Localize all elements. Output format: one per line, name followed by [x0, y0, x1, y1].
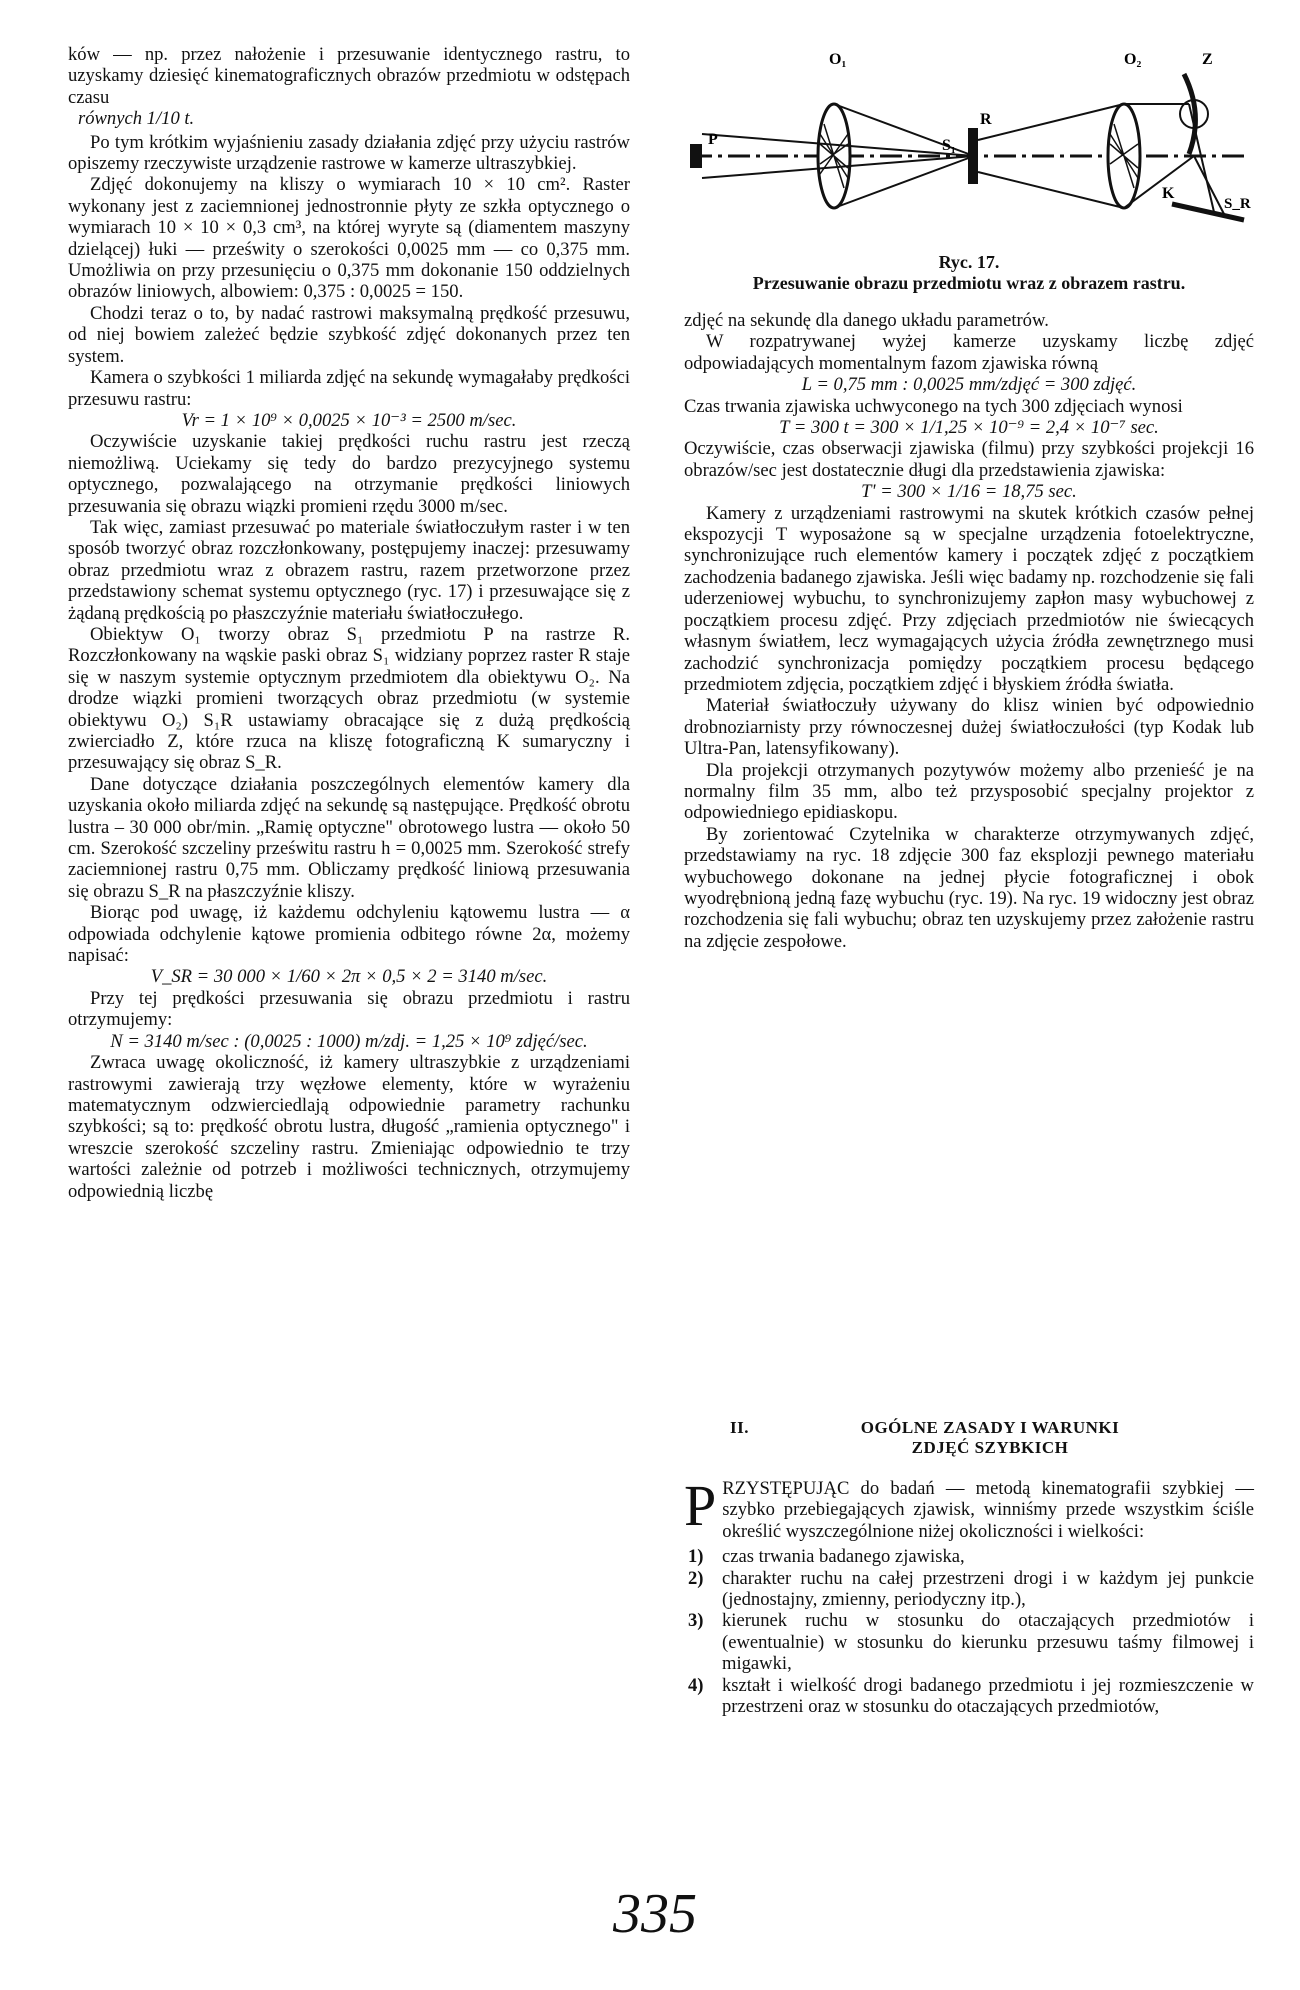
drop-cap: P [684, 1473, 717, 1538]
equation: V_SR = 30 000 × 1/60 × 2π × 0,5 × 2 = 3140 m/sec. [150, 966, 548, 988]
section-title-line2: ZDJĘĆ SZYBKICH [911, 1438, 1069, 1457]
paragraph: Kamery z urządzeniami rastrowymi na skutek krótkich czasów pełnej ekspozycji T wyposażone są w specjalne urządzenia fotoelektryczne, synchronizujące ruch elementów kamery i początek zdjęć z początkiem zachodzenia badanego zjawiska. Jeśli więc badamy np. rozchodzenie się fali uderzeniowej wybuchu, to synchronizujemy zapłon masy wybuchowej z początkiem procesu zdjęć. Przy zdjęciach przedmiotów nie świecących własnym światłem, lecz wymagających użycia źródła zewnętrznego musi zachodzić synchronizacja pomiędzy początkiem procesu będącego przedmiotem zdjęcia, początkiem zdjęć i błyskiem źródła światła. [684, 502, 1254, 695]
paragraph: Zwraca uwagę okoliczność, iż kamery ultraszybkie z urządzeniami rastrowymi zawierają trzy węzłowe elementy, które w wyrażeniu matematycznym odzwierciedlają odpowiednie parametry rachunku szybkości; są to: prędkość obrotu lustra, długość „ramienia optycznego" i wreszcie szerokość szczeliny rastru. Zmieniając odpowiednio te trzy wartości zależnie od potrzeb i możliwości technicznych, otrzymujemy odpowiednią liczbę [68, 1052, 630, 1202]
left-column [68, 44, 630, 1202]
caption-title: Ryc. 17. [938, 252, 1000, 272]
label-sr: S_R [1224, 196, 1251, 212]
paragraph: Po tym krótkim wyjaśnieniu zasady działania zdjęć przy użyciu rastrów opiszemy rzeczywiste urządzenie rastrowe w kamerze ultraszybkiej. [68, 131, 630, 175]
paragraph: Obiektyw O₁ tworzy obraz S₁ przedmiotu P na rastrze R. Rozczłonkowany na wąskie paski obraz S₁ widziany poprzez raster R staje się w naszym systemie optycznym przedmiotem dla obiektywu O₂. Na drodze wiązki promieni tworzących obraz przedmiotu (w systemie obiektywu O₂) S₁R ustawiamy obracające się z dużą prędkością zwierciadło Z, które rzuca na kliszę fotograficzną K sumaryczny i przesuwający się obraz S_R. [68, 623, 630, 774]
paragraph: Zdjęć dokonujemy na kliszy o wymiarach 10 × 10 cm². Raster wykonany jest z zaciemnionej jednostronnie płyty ze szkła optycznego o wymiarach 10 × 10 × 0,3 cm³, na której wyryte są (diamentem maszyny dzielącej) łuki — prześwity o szerokości 0,0025 mm — co 0,375 mm. Umożliwia on przy przesunięciu o 0,375 mm dokonanie 150 oddzielnych obrazów liniowych, albowiem: 0,375 : 0,0025 = 150. [68, 174, 630, 303]
equation: Vr = 1 × 10⁹ × 0,0025 × 10⁻³ = 2500 m/sec. [181, 409, 517, 431]
optical-diagram [684, 44, 1254, 234]
list-item: 3) kierunek ruchu w stosunku do otaczających przedmiotów i (ewentualnie) w stosunku do kierunku przesuwu taśmy filmowej i migawki, [688, 1610, 1254, 1675]
paragraph: Przy tej prędkości przesuwania się obrazu przedmiotu i rastru otrzymujemy: [68, 987, 630, 1031]
section-number: II. [730, 1418, 749, 1437]
section-body [684, 1473, 1254, 1718]
page-number: 335 [613, 1883, 697, 1945]
label-o2: O₂ [1124, 51, 1142, 68]
paragraph: Dla projekcji otrzymanych pozytywów możemy albo przenieść je na normalny film 35 mm, albo też przysposobić specjalny projektor z odpowiedniego epidiaskopu. [684, 759, 1254, 824]
equation: T = 300 t = 300 × 1/1,25 × 10⁻⁹ = 2,4 × 10⁻⁷ sec. [779, 417, 1159, 439]
paragraph: Biorąc pod uwagę, iż każdemu odchyleniu kątowemu lustra — α odpowiada odchylenie kątowe promienia odbitego równe 2α, możemy napisać: [68, 902, 630, 967]
list-item: 4) kształt i wielkość drogi badanego przedmiotu i jej rozmieszczenie w przestrzeni oraz w stosunku do otaczających przedmiotów, [688, 1674, 1254, 1718]
section-title-line1: OGÓLNE ZASADY I WARUNKI [860, 1418, 1120, 1437]
label-k: K [1162, 185, 1175, 202]
label-p: P [708, 131, 718, 148]
right-column [684, 310, 1254, 952]
figure-caption [684, 252, 1254, 294]
label-z: Z [1202, 51, 1213, 68]
paragraph: Dane dotyczące działania poszczególnych elementów kamery dla uzyskania około miliarda zdjęć na sekundę są następujące. Prędkość obrotu lustra – 30 000 obr/min. „Ramię optyczne" obrotowego lustra — około 50 cm. Szerokość szczeliny prześwitu rastru h = 0,0025 mm. Szerokość strefy zaciemnionej rastru 0,75 mm. Obliczamy prędkość liniową przesuwania się obrazu S_R na płaszczyźnie kliszy. [68, 773, 630, 902]
section-heading [730, 1418, 1240, 1458]
paragraph: Oczywiście uzyskanie takiej prędkości ruchu rastru jest rzeczą niemożliwą. Uciekamy się tedy do bardzo prezycyjnego systemu optycznego, pozwalającego na otrzymanie prędkości liniowych przesuwania się obrazu wiązki promieni rzędu 3000 m/sec. [68, 431, 630, 517]
paragraph: Materiał światłoczuły używany do klisz winien być odpowiednio drobnoziarnisty przy równoczesnej dużej światłoczułości (typ Kodak lub Ultra-Pan, latensyfikowany). [684, 695, 1254, 760]
equation: N = 3140 m/sec : (0,0025 : 1000) m/zdj. = 1,25 × 10⁹ zdjęć/sec. [110, 1030, 588, 1052]
inline-formula: równych 1/10 t. [78, 108, 195, 130]
paragraph: ków — np. przez nałożenie i przesuwanie identycznego rastru, to uzyskamy dziesięć kinematograficznych obrazów przedmiotu w odstępach czasu [68, 44, 630, 108]
intro-paragraph [684, 1473, 1254, 1542]
paragraph: Czas trwania zjawiska uchwyconego na tych 300 zdjęciach wynosi [684, 395, 1183, 417]
paragraph: Oczywiście, czas obserwacji zjawiska (filmu) przy szybkości projekcji 16 obrazów/sec jest dostatecznie długi dla przedstawienia zjawiska: [684, 438, 1254, 481]
paragraph: Chodzi teraz o to, by nadać rastrowi maksymalną prędkość przesuwu, od niej bowiem zależeć będzie szybkość zdjęć dokonanych przez ten system. [68, 302, 630, 367]
label-s1: S₁ [942, 137, 956, 154]
label-r: R [980, 111, 992, 128]
paragraph: By zorientować Czytelnika w charakterze otrzymywanych zdjęć, przedstawiamy na ryc. 18 zdjęcie 300 faz eksplozji pewnego materiału wybuchowego dokonane na jednej płycie fotograficznej i obok wyodrębnioną jedną fazę wybuchu (ryc. 19). Na ryc. 19 widoczny jest obraz rozchodzenia się fali wybuchu; obraz ten uzyskujemy przez założenie rastru na zdjęcie zespołowe. [684, 823, 1254, 952]
caption-text: Przesuwanie obrazu przedmiotu wraz z obrazem rastru. [752, 273, 1186, 293]
list-item: 2) charakter ruchu na całej przestrzeni drogi i w każdym jej punkcie (jednostajny, zmienny, periodyczny itp.), [688, 1567, 1254, 1611]
paragraph: Tak więc, zamiast przesuwać po materiale światłoczułym raster i w ten sposób tworzyć obraz rozczłonkowany, postępujemy inaczej: przesuwamy obraz przedmiotu wraz z obrazem rastru, razem przetworzone przez przedstawiony schemat systemu optycznego (ryc. 17) i przesuwające się z żądaną prędkością po płaszczyźnie materiału światłoczułego. [68, 516, 630, 624]
paragraph: Kamera o szybkości 1 miliarda zdjęć na sekundę wymagałaby prędkości przesuwu rastru: [68, 367, 630, 410]
intro-text: RZYSTĘPUJĄC do badań — metodą kinematografii szybkiej — szybko przebiegających zjawisk, winniśmy przede wszystkim ściśle określić wyszczególnione niżej okoliczności i wielkości: [722, 1478, 1254, 1542]
paragraph: W rozpatrywanej wyżej kamerze uzyskamy liczbę zdjęć odpowiadających momentalnym fazom zjawiska równą [684, 331, 1254, 374]
equation: T' = 300 × 1/16 = 18,75 sec. [861, 481, 1077, 503]
equation: L = 0,75 mm : 0,0025 mm/zdjęć = 300 zdjęć. [801, 374, 1137, 396]
list-item: 1) czas trwania badanego zjawiska, [688, 1546, 965, 1568]
paragraph: zdjęć na sekundę dla danego układu parametrów. [684, 310, 1049, 331]
conditions-list [684, 1546, 1254, 1717]
label-o1: O₁ [829, 51, 847, 68]
